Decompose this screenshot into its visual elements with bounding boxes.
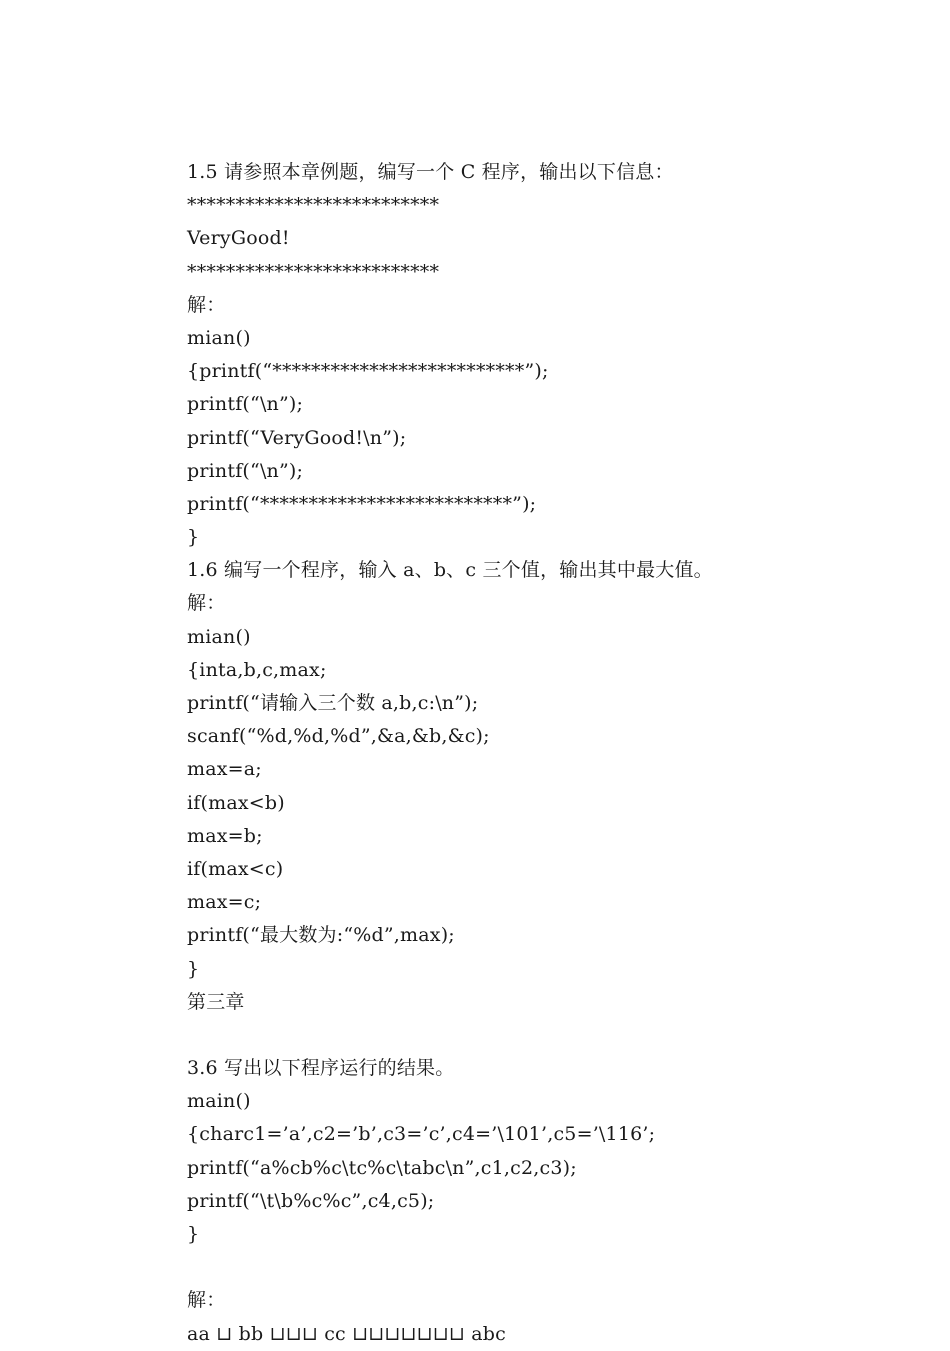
code-line: } — [187, 1223, 200, 1245]
chapter-heading: 第三章 — [187, 990, 245, 1013]
blank-line — [187, 1251, 887, 1284]
code-line: VeryGood! — [187, 227, 290, 250]
code-line: {printf(“**************************”); — [187, 360, 549, 383]
code-line: max=b; — [187, 824, 263, 847]
code-line: mian() — [187, 625, 251, 648]
solution-label: 解： — [187, 293, 226, 316]
solution-label: 解： — [187, 592, 226, 615]
code-line: scanf(“%d,%d,%d”,&a,&b,&c); — [187, 725, 490, 748]
code-line: printf(“**************************”); — [187, 492, 537, 515]
program-output: aa ⊔ bb ⊔⊔⊔ cc ⊔⊔⊔⊔⊔⊔⊔ abc — [187, 1322, 506, 1345]
code-line: max=c; — [187, 891, 262, 914]
code-line: main() — [187, 1090, 251, 1113]
code-line: ************************** — [187, 194, 440, 217]
exercise-3-6-question: 3.6 写出以下程序运行的结果。 — [187, 1057, 455, 1080]
code-line: max=a; — [187, 758, 262, 781]
code-line: ************************** — [187, 260, 440, 283]
document-body — [187, 156, 887, 1351]
code-line: if(max<c) — [187, 857, 284, 880]
code-line: printf(“最大数为:“%d”,max); — [187, 924, 455, 947]
code-line: printf(“\t\b%c%c”,c4,c5); — [187, 1189, 435, 1212]
code-line: } — [187, 957, 200, 980]
code-line: printf(“VeryGood!\n”); — [187, 426, 407, 449]
blank-line — [187, 1019, 887, 1052]
code-line: printf(“a%cb%c\tc%c\tabc\n”,c1,c2,c3); — [187, 1156, 577, 1179]
code-line: mian() — [187, 326, 251, 349]
code-line: printf(“\n”); — [187, 393, 304, 416]
solution-label: 解： — [187, 1289, 226, 1312]
code-line: {charc1=’a’,c2=’b’,c3=’c’,c4=’\101’,c5=’\116’; — [187, 1123, 656, 1146]
exercise-1-6-question: 1.6 编写一个程序，输入 a、b、c 三个值，输出其中最大值。 — [187, 559, 713, 582]
code-line: printf(“请输入三个数 a,b,c:\n”); — [187, 692, 479, 714]
exercise-1-5-question: 1.5 请参照本章例题，编写一个 C 程序，输出以下信息： — [187, 161, 674, 183]
code-line: printf(“\n”); — [187, 459, 304, 482]
code-line: if(max<b) — [187, 791, 285, 814]
code-line: {inta,b,c,max; — [187, 658, 327, 681]
code-line: } — [187, 526, 200, 549]
